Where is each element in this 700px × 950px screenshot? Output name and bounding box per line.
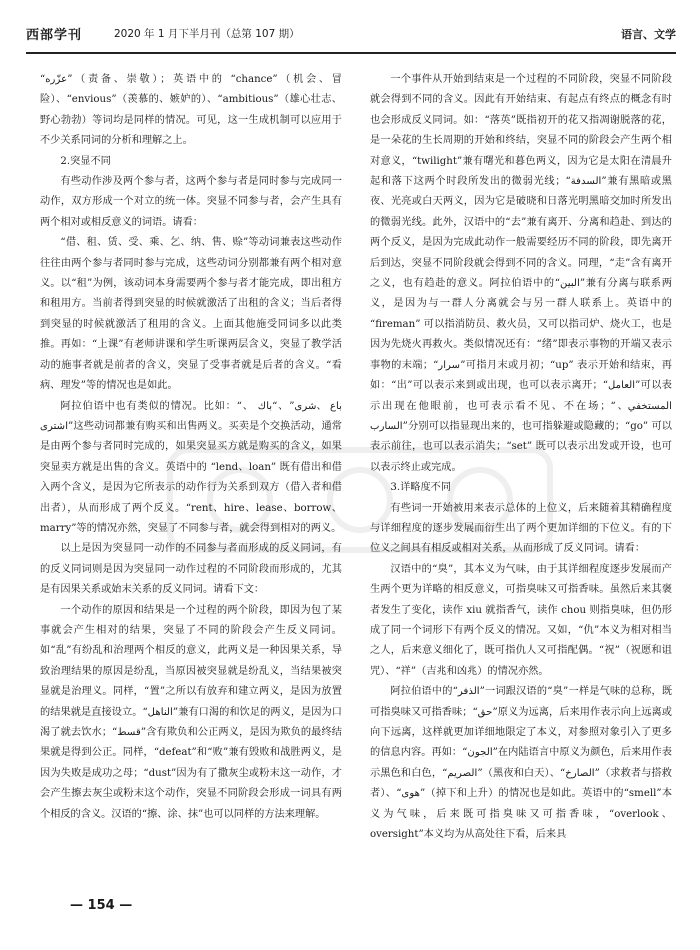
- paragraph: 以上是因为突显同一动作的不同参与者而形成的反义同词，有的反义同词则是因为突显同一动作过程的不同阶段而形成的，尤其是有因果关系或始末关系的反义同词。请看下文：: [40, 543, 342, 596]
- section-heading: 3.详略度不同: [390, 482, 452, 494]
- left-column: [40, 70, 342, 825]
- paragraph: 阿拉伯语中也有类似的情况。比如：“باع 、شرى”、“باك 、اشترى”这些动词都兼有购买和出售两义。买卖是个交换活动，通常是由两个参与者同时完成的，如果突显买方就是购买的含义，如果突显卖方就是出售的含义。英语中的 “lend、loan” 既有借出和借入两个含义，是因为它所表示的动作行为关系到双方（借入者和借出者），从而形成了两个反义。“rent、hire、lease、borrow、marry”等的情况亦然，突显了不同参与者，就会得到相对的两义。: [40, 400, 342, 534]
- paragraph: 有些词一开始被用来表示总体的上位义，后来随着其精确程度与详细程度的逐步发展而衍生出了两个更加详细的下位义。有的下位义之间具有相反或相对关系，从而形成了反义同词。请看：: [370, 502, 672, 555]
- paragraph: “عزّره”（责备、崇敬）；英语中的 “chance”（机会、冒险）、“envious”（羡慕的、嫉妒的）、“ambitious”（雄心壮志、野心勃勃）等词均是同样的情况。可见，这一生成机制可以应用于不少关系同词的分析和理解之上。: [40, 74, 342, 147]
- journal-name: 西部学刊: [26, 28, 83, 43]
- right-column: [370, 70, 672, 845]
- paragraph: “借、租、赁、受、乘、乞、纳、售、赊”等动词兼表这些动作往往由两个参与者同时参与完成，这些动词分别都兼有两个相对意义。以“租”为例，该动词本身需要两个参与者才能完成，即出租方和租用方。当前者得到突显的时候就激活了出租的含义；当后者得到突显的时候就激活了租用的含义。上面其他施受同词多以此类推。再如：“上课”有老师讲课和学生听课两层含义，突显了教学活动的施事者就是前者的含义，突显了受事者就是后者的含义。“看病、理发”等的情况也是如此。: [40, 237, 342, 392]
- section-heading: 2.突显不同: [60, 155, 111, 167]
- page-number: — 154 —: [70, 898, 133, 913]
- paragraph: 阿拉伯语中的“الذفر”一词跟汉语的“臭”一样是气味的总称，既可指臭味又可指香味；“حق”原义为远离，后来用作表示向上远离或向下远离，这样就更加详细地限定了本义，对参照对象引入了更多的信息内容。再如：“الجون”在内陆语言中原义为颜色，后来用作表示黑色和白色，“الصريم”（黑夜和白天）、“الصارخ”（求救者与搭救者）、“هوى”（掉下和上升）的情况也是如此。英语中的“smell”本义为气味，后来既可指臭味又可指香味，“overlook、oversight”本义均为从高处往下看，后来具: [370, 686, 673, 841]
- issue-info: 2020 年 1 月下半月刊（总第 107 期）: [114, 28, 300, 40]
- paragraph: 一个动作的原因和结果是一个过程的两个阶段，即因为包了某事就会产生相对的结果，突显了不同的阶段会产生反义同词。如“乱”有纷乱和治理两个相反的意义，此两义是一种因果关系，导致治理结果的原因是纷乱，当原因被突显就是纷乱义，当结果被突显就是治理义。同样，“置”之所以有放弃和建立两义，是因为放置的结果就是直接设立。“الناهل”兼有口渴的和饮足的两义，是因为口渴了就去饮水；“قسط”含有欺负和公正两义，是因为欺负的最终结果就是得到公正。同样，“defeat”和“败”兼有毁败和战胜两义，是因为失败是成功之母；“dust”因为有了撒灰尘或粉末这一动作，才会产生擦去灰尘或粉末这个动作，突显不同阶段会形成一词具有两个相反的含义。汉语的“擦、涂、抹”也可以同样的方法来理解。: [40, 604, 342, 820]
- paragraph: 一个事件从开始到结束是一个过程的不同阶段，突显不同阶段就会得到不同的含义。因此有开始结束、有起点有终点的概念有时也会形成反义同词。如：“落英”既指初开的花又指凋谢脱落的花，是一朵花的生长周期的开始和终结，突显不同的阶段会产生两个相对意义，“twilight”兼有曙光和暮色两义，因为它是太阳在清晨升起和落下这两个时段所发出的微弱光线；“السدفة”兼有黑暗或黑夜、光亮或白天两义，因为它是破晓和日落光明黑暗交加时所发出的微弱光线。此外，汉语中的“去”兼有离开、分离和趋赴、到达的两个反义，是因为完成此动作一般需要经历不同的阶段，即先离开后到达，突显不同阶段就会得到不同的含义。同理，“走”含有离开之义，也有趋赴的意义。阿拉伯语中的“البين”兼有分离与联系两义，是因为与一群人分离就会与另一群人联系上。英语中的 “fireman” 可以指消防员、救火员，又可以指司炉、烧火工，也是因为先烧火再救火。类似情况还有：“绪”即表示事物的开端又表示事物的末端；“سرار”可指月末或月初；“up” 表示开始和结束，再如：“出”可以表示来到或出现，也可以表示离开；“العامل”可以表示出现在他眼前，也可表示看不见、不在场；“المستخفي、السارب”分别可以指显现出来的，也可指躲避或隐藏的；“go” 可以表示前往，也可以表示消失；“set” 既可以表示出发或开设，也可以表示终止或完成。: [370, 74, 672, 473]
- running-header: [26, 18, 676, 54]
- section-title: 语言、文学: [621, 28, 676, 41]
- paragraph: 汉语中的“臭”，其本义为气味，由于其详细程度逐步发展而产生两个更为详略的相反意义，可指臭味又可指香味。虽然后来其褒者发生了变化，读作 xiu 就指香气，读作 chou 则指臭味，但仍形成了同一个词形下有两个反义的情况。又如，“仇”本义为相对相当之人，后来意义细化了，既可指仇人又可指配偶。“祝”（祝愿和诅咒）、“祥”（吉兆和凶兆）的情况亦然。: [370, 563, 672, 677]
- paragraph: 有些动作涉及两个参与者，这两个参与者是同时参与完成同一动作，双方形成一个对立的统一体。突显不同参与者，会产生具有两个相对或相反意义的词语。请看：: [40, 176, 342, 228]
